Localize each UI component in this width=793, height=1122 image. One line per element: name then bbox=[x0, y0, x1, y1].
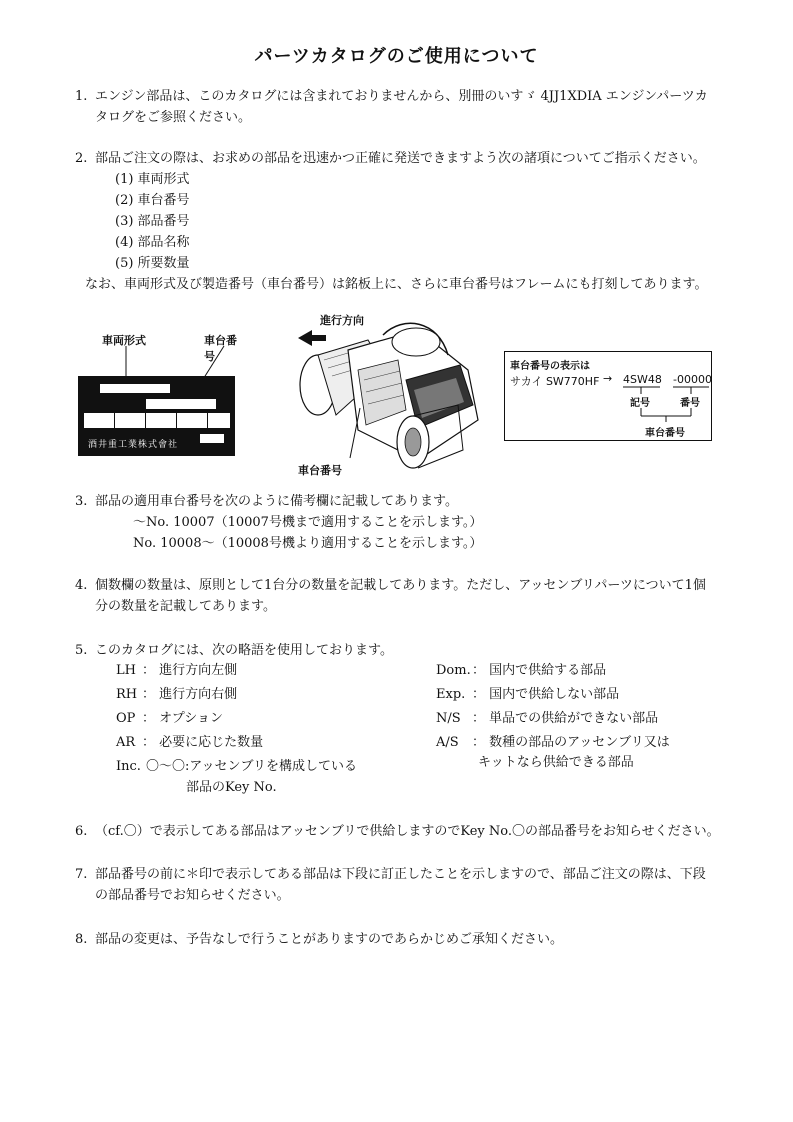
box-serial: -00000 bbox=[673, 373, 712, 386]
list-item: (3) 部品番号 bbox=[115, 214, 190, 229]
section-4 bbox=[75, 575, 725, 617]
abbreviation-item bbox=[116, 731, 416, 755]
section-1 bbox=[75, 86, 725, 128]
section-text: 個数欄の数量は、原則として1台分の数量を記載してあります。ただし、アッセンブリパーツについて1個 bbox=[95, 578, 706, 593]
abbreviation-value: ： 必要に応じた数量 bbox=[142, 735, 264, 750]
section-7 bbox=[75, 864, 725, 906]
abbreviation-item bbox=[116, 659, 416, 683]
section-text: の部品番号でお知らせください。 bbox=[95, 888, 290, 903]
abbreviation-item bbox=[436, 683, 736, 707]
list-item: (5) 所要数量 bbox=[115, 256, 190, 271]
frame-label: 車台番号 bbox=[298, 464, 342, 477]
abbreviation-continuation: 部品のKey No. bbox=[186, 780, 277, 795]
abbreviation-list-left bbox=[116, 659, 416, 797]
section-text: 分の数量を記載してあります。 bbox=[95, 599, 276, 614]
abbreviation-key: OP bbox=[116, 711, 136, 726]
list-item: (4) 部品名称 bbox=[115, 235, 190, 250]
section-text: 部品の変更は、予告なしで行うことがありますのであらかじめご承知ください。 bbox=[95, 932, 564, 947]
section-6 bbox=[75, 821, 735, 842]
section-number: 6. bbox=[75, 824, 88, 839]
plate-maker-text: 酒井重工業株式會社 bbox=[88, 440, 179, 450]
box-sub-symbol: 記号 bbox=[630, 398, 650, 409]
section-text: 部品ご注文の際は、お求めの部品を迅速かつ正確に発送できますよう次の諸項についてご指示ください。 bbox=[95, 151, 706, 166]
abbreviation-list-right bbox=[436, 659, 736, 771]
abbreviation-item bbox=[436, 707, 736, 731]
abbreviation-item bbox=[436, 731, 736, 755]
direction-label: 進行方向 bbox=[320, 314, 364, 327]
abbreviation-item bbox=[116, 755, 416, 779]
list-item: (1) 車両形式 bbox=[115, 172, 190, 187]
plate-label-model: 車両形式 bbox=[102, 334, 146, 347]
abbreviation-value: ： 単品での供給ができない部品 bbox=[472, 711, 659, 726]
abbreviation-key: A/S bbox=[436, 735, 459, 750]
section-5 bbox=[75, 640, 725, 661]
section-text: （cf.〇）で表示してある部品はアッセンブリで供給しますのでKey No.〇の部品番号をお知らせください。 bbox=[95, 824, 720, 839]
abbreviation-item bbox=[436, 659, 736, 683]
abbreviation-value: ： 進行方向左側 bbox=[142, 663, 238, 678]
section-number: 7. bbox=[75, 867, 88, 882]
abbreviation-key: Inc. bbox=[116, 759, 141, 774]
abbreviation-key: Exp. bbox=[436, 687, 466, 702]
abbreviation-key: N/S bbox=[436, 711, 461, 726]
serial-number-box bbox=[504, 351, 712, 441]
abbreviation-item bbox=[116, 707, 416, 731]
section-text: タログをご参照ください。 bbox=[95, 110, 252, 125]
section-note: なお、車両形式及び製造番号（車台番号）は銘板上に、さらに車台番号はフレームにも打刻してあります。 bbox=[85, 277, 708, 292]
section-text: このカタログには、次の略語を使用しております。 bbox=[95, 643, 393, 658]
abbreviation-key: RH bbox=[116, 687, 138, 702]
abbreviation-value: ： 数種の部品のアッセンブリ又は bbox=[472, 735, 670, 750]
section-number: 8. bbox=[75, 932, 88, 947]
abbreviation-key: AR bbox=[116, 735, 136, 750]
box-model: サカイ SW770HF bbox=[510, 375, 600, 388]
abbreviation-item bbox=[116, 683, 416, 707]
section-3 bbox=[75, 491, 725, 554]
section-8 bbox=[75, 929, 725, 950]
section-2 bbox=[75, 148, 725, 295]
abbreviation-value: ： 進行方向右側 bbox=[142, 687, 238, 702]
section-number: 5. bbox=[75, 643, 88, 658]
abbreviation-value: ： 国内で供給する部品 bbox=[472, 663, 607, 678]
abbreviation-key: Dom. bbox=[436, 663, 471, 678]
abbreviation-value: ： オプション bbox=[142, 711, 223, 726]
section-text: 部品番号の前に＊印で表示してある部品は下段に訂正したことを示しますので、部品ご注文の際は、下段 bbox=[95, 867, 706, 882]
list-item: (2) 車台番号 bbox=[115, 193, 190, 208]
section-number: 1. bbox=[75, 89, 88, 104]
section-text: 部品の適用車台番号を次のように備考欄に記載してあります。 bbox=[95, 494, 458, 509]
box-code: 4SW48 bbox=[623, 373, 662, 386]
abbreviation-value: 〇～〇:アッセンブリを構成している bbox=[146, 759, 357, 774]
box-sub-number: 番号 bbox=[680, 398, 700, 409]
section-text: ～No. 10007（10007号機まで適用することを示します。） bbox=[133, 515, 483, 530]
section-text: No. 10008～（10008号機より適用することを示します。） bbox=[133, 536, 483, 551]
abbreviation-continuation: キットなら供給できる部品 bbox=[478, 755, 634, 770]
box-title: 車台番号の表示は bbox=[510, 361, 590, 372]
box-arrow: → bbox=[603, 372, 613, 385]
plate-label-serial: 車台番号 bbox=[204, 334, 237, 363]
roller-machine-illustration bbox=[288, 310, 488, 480]
abbreviation-key: LH bbox=[116, 663, 136, 678]
page-title: パーツカタログのご使用について bbox=[254, 46, 539, 67]
section-number: 4. bbox=[75, 578, 88, 593]
box-total: 車台番号 bbox=[645, 428, 685, 439]
section-number: 3. bbox=[75, 494, 88, 509]
roller-machine-diagram bbox=[288, 310, 488, 480]
section-number: 2. bbox=[75, 151, 88, 166]
name-plate-diagram bbox=[76, 330, 246, 460]
section-text: エンジン部品は、このカタログには含まれておりませんから、別冊のいすゞ 4JJ1XDIA エンジンパーツカ bbox=[95, 89, 708, 104]
abbreviation-value: ： 国内で供給しない部品 bbox=[472, 687, 620, 702]
